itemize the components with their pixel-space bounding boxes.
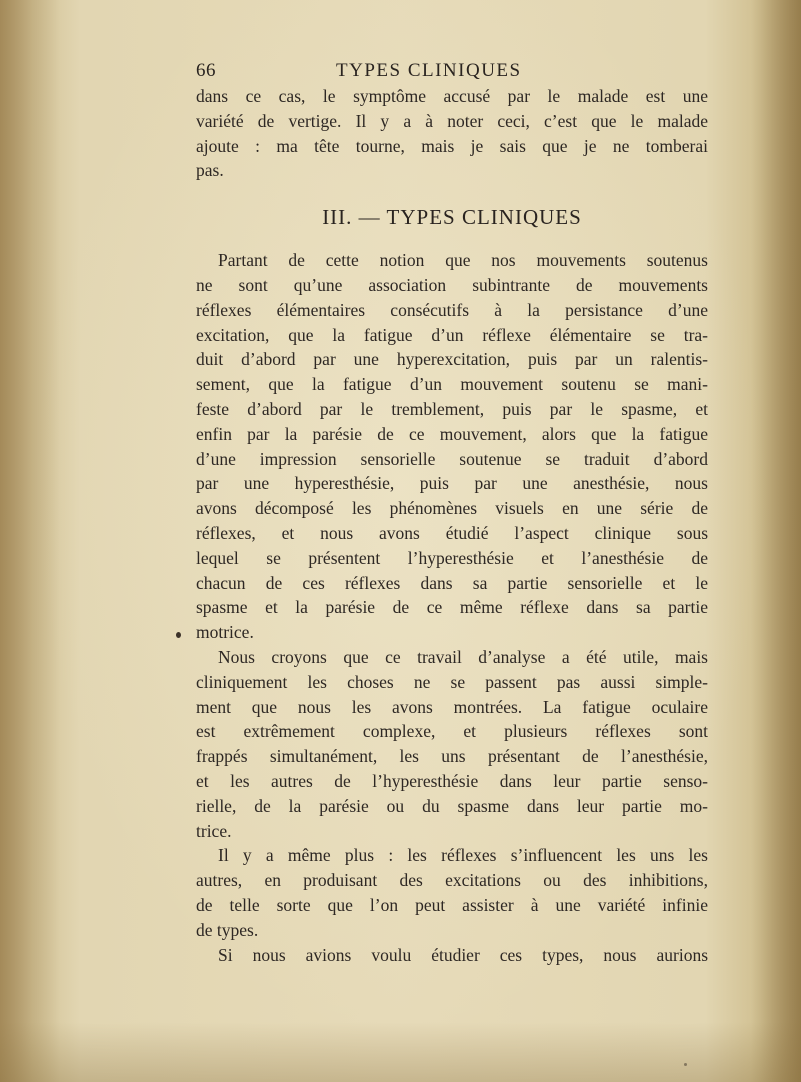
text-line: excitation, que la fatigue d’un réflexe élémentaire se tra- bbox=[196, 324, 708, 345]
text-line: dans ce cas, le symptôme accusé par le malade est une bbox=[196, 86, 708, 106]
text-line: Nous croyons que ce travail d’analyse a été utile, mais bbox=[218, 646, 708, 667]
paragraph-1 bbox=[196, 248, 708, 645]
page-edge-shadow-right bbox=[751, 0, 801, 1082]
text-line: Si nous avions voulu étudier ces types, nous aurions bbox=[218, 944, 708, 965]
body-text bbox=[196, 84, 708, 967]
text-line: est extrêmement complexe, et plusieurs réflexes sont bbox=[196, 721, 708, 742]
text-line: ment que nous les avons montrées. La fatigue oculaire bbox=[196, 696, 708, 717]
paragraph-2 bbox=[196, 645, 708, 843]
text-line: de telle sorte que l’on peut assister à une variété infinie bbox=[196, 894, 708, 915]
page-edge-shadow-left bbox=[0, 0, 60, 1082]
page-number: 66 bbox=[196, 60, 216, 81]
paragraph-3 bbox=[196, 843, 708, 942]
text-line: motrice. bbox=[196, 622, 254, 643]
page-edge-shadow-bottom bbox=[0, 1022, 801, 1082]
text-line: rielle, de la parésie ou du spasme dans leur partie mo- bbox=[196, 795, 708, 816]
text-line: Partant de cette notion que nos mouvements soutenus bbox=[218, 250, 708, 271]
text-line: par une hyperesthésie, puis par une anesthésie, nous bbox=[196, 473, 708, 494]
text-line: et les autres de l’hyperesthésie dans leur partie senso- bbox=[196, 770, 708, 791]
text-line: réflexes, et nous avons étudié l’aspect clinique sous bbox=[196, 522, 708, 543]
text-line: feste d’abord par le tremblement, puis par le spasme, et bbox=[196, 398, 708, 419]
text-line: spasme et la parésie de ce même réflexe dans sa partie bbox=[196, 597, 708, 618]
ink-speck bbox=[176, 632, 181, 638]
text-line: enfin par la parésie de ce mouvement, alors que la fatigue bbox=[196, 423, 708, 444]
text-line: chacun de ces réflexes dans sa partie sensorielle et le bbox=[196, 572, 708, 593]
text-line: d’une impression sensorielle soutenue se traduit d’abord bbox=[196, 448, 708, 469]
text-line: réflexes élémentaires consécutifs à la persistance d’une bbox=[196, 299, 708, 320]
text-line: trice. bbox=[196, 820, 232, 841]
text-line: pas. bbox=[196, 160, 224, 181]
text-line: ne sont qu’une association subintrante de mouvements bbox=[196, 274, 708, 295]
ink-speck bbox=[684, 1063, 687, 1066]
paragraph-4 bbox=[196, 943, 708, 968]
text-line: sement, que la fatigue d’un mouvement soutenu se mani- bbox=[196, 374, 708, 395]
text-line: cliniquement les choses ne se passent pas aussi simple- bbox=[196, 671, 708, 692]
opening-paragraph bbox=[196, 84, 708, 183]
text-line: autres, en produisant des excitations ou des inhibitions, bbox=[196, 870, 708, 891]
text-line: duit d’abord par une hyperexcitation, puis par un ralentis- bbox=[196, 349, 708, 370]
text-line: variété de vertige. Il y a à noter ceci, c’est que le malade bbox=[196, 110, 708, 131]
running-title: TYPES CLINIQUES bbox=[336, 60, 522, 81]
text-line: avons décomposé les phénomènes visuels en une série de bbox=[196, 498, 708, 519]
text-line: de types. bbox=[196, 919, 259, 940]
running-head bbox=[196, 60, 708, 84]
text-line: ajoute : ma tête tourne, mais je sais que je ne tomberai bbox=[196, 135, 708, 156]
section-heading: III. — TYPES CLINIQUES bbox=[322, 205, 582, 230]
text-line: frappés simultanément, les uns présentant de l’anesthésie, bbox=[196, 746, 708, 767]
text-line: Il y a même plus : les réflexes s’influencent les uns les bbox=[218, 845, 708, 866]
text-line: lequel se présentent l’hyperesthésie et l’anesthésie de bbox=[196, 547, 708, 568]
